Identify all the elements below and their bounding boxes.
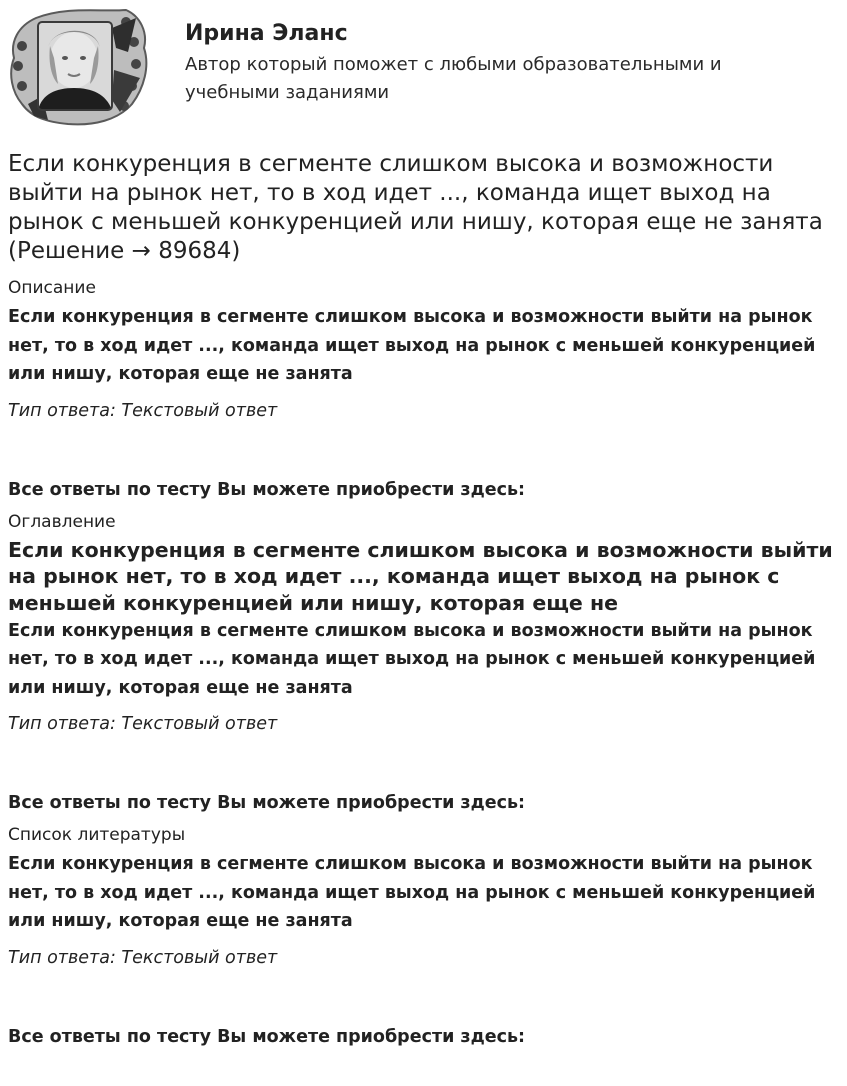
author-photo bbox=[38, 22, 112, 110]
answer-type: Тип ответа: Текстовый ответ bbox=[8, 400, 278, 421]
toc-heading: Если конкуренция в сегменте слишком высока и возможности выйти на рынок нет, то в ход идет ..., команда ищет выход на рынок с меньшей конкуренцией или нишу, которая еще не bbox=[8, 537, 833, 615]
question-text: Если конкуренция в сегменте слишком высока и возможности выйти на рынок нет, то в ход идет ..., команда ищет выход на рынок с меньшей конкуренцией или нишу, которая еще не занята bbox=[8, 307, 816, 384]
buy-answers-link[interactable]: Все ответы по тесту Вы можете приобрести здесь: bbox=[8, 479, 526, 500]
question-text: Если конкуренция в сегменте слишком высока и возможности выйти на рынок нет, то в ход идет ..., команда ищет выход на рынок с меньшей конкуренцией или нишу, которая еще не занята bbox=[8, 854, 816, 931]
section-label: Описание bbox=[8, 278, 96, 298]
answer-type: Тип ответа: Текстовый ответ bbox=[8, 714, 278, 734]
answer-type: Тип ответа: Текстовый ответ bbox=[8, 947, 278, 968]
question-text: Если конкуренция в сегменте слишком высока и возможности выйти на рынок нет, то в ход идет ..., команда ищет выход на рынок с меньшей конкуренцией или нишу, которая еще не занята bbox=[8, 620, 816, 698]
author-avatar[interactable] bbox=[8, 8, 150, 128]
author-name[interactable]: Ирина Эланс bbox=[185, 21, 348, 46]
section-description bbox=[8, 277, 838, 501]
section-label: Список литературы bbox=[8, 825, 186, 845]
author-card bbox=[8, 8, 838, 128]
buy-answers-link[interactable]: Все ответы по тесту Вы можете приобрести здесь: bbox=[8, 793, 526, 813]
author-description: Автор который поможет с любыми образовательными и учебными заданиями bbox=[185, 54, 722, 103]
section-contents bbox=[8, 511, 838, 815]
main-content bbox=[8, 150, 838, 1048]
section-label: Оглавление bbox=[8, 511, 116, 532]
buy-answers-link[interactable]: Все ответы по тесту Вы можете приобрести здесь: bbox=[8, 1026, 526, 1047]
section-references bbox=[8, 824, 838, 1048]
page-title: Если конкуренция в сегменте слишком высока и возможности выйти на рынок нет, то в ход идет ..., команда ищет выход на рынок с меньшей конкуренцией или нишу, которая еще не занята (Решение → 89684) bbox=[8, 151, 823, 264]
